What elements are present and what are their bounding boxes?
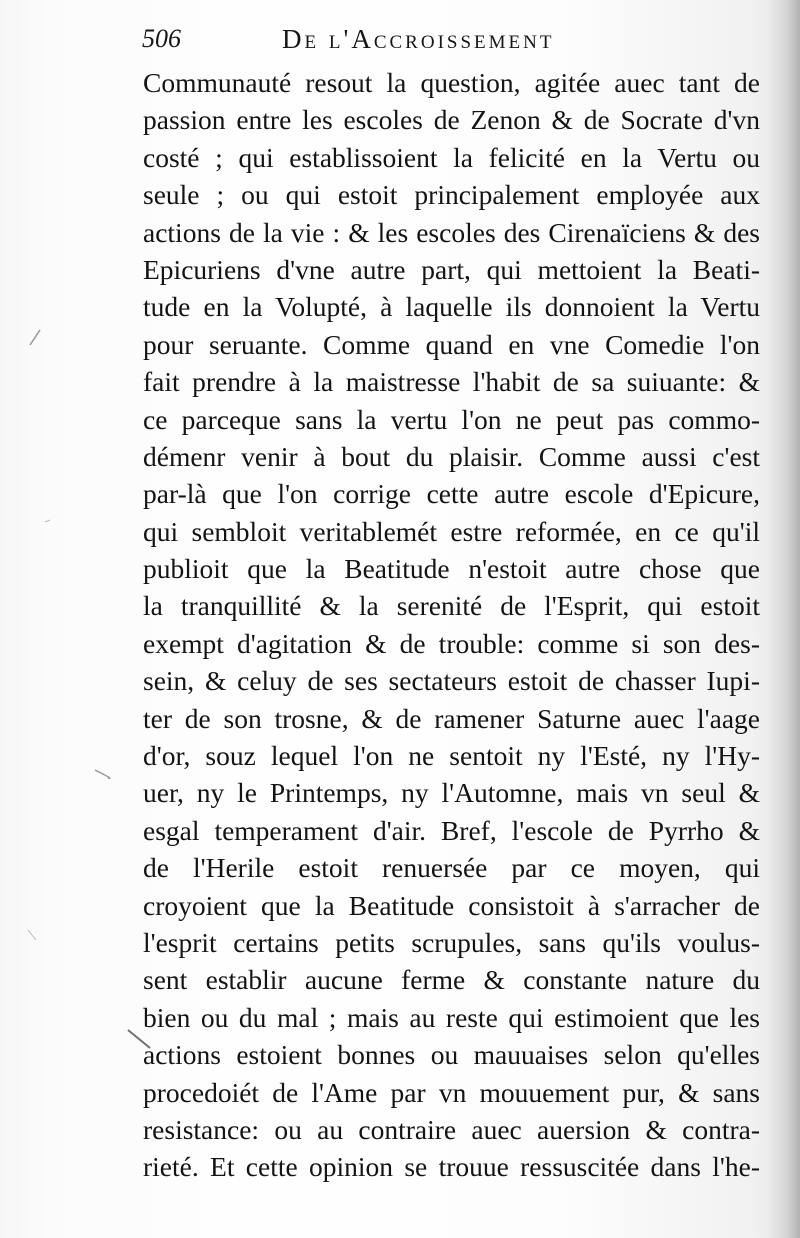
text-line: actions estoient bonnes ou mauuaises selon qu'elles (143, 1039, 760, 1071)
text-line: rieté. Et cette opinion se trouue ressuscitée dans l'he- (143, 1151, 760, 1183)
margin-stroke (28, 930, 36, 940)
text-line: sein, & celuy de ses sectateurs estoit de chasser Iupi- (143, 665, 760, 697)
text-line: seule ; ou qui estoit principalement employée aux (143, 179, 760, 211)
text-line: Communauté resout la question, agitée auec tant de (143, 67, 760, 98)
text-line: resistance: ou au contraire auec auersion & contra- (143, 1113, 760, 1145)
text-line: sent establir aucune ferme & constante nature du (143, 964, 760, 996)
body-text (143, 64, 760, 1186)
text-line: ce parceque sans la vertu l'on ne peut pas commo- (143, 403, 760, 435)
text-line: par-là que l'on corrige cette autre escole d'Epicure, (143, 478, 760, 510)
text-line: passion entre les escoles de Zenon & de Socrate d'vn (143, 104, 760, 136)
text-line: actions de la vie : & les escoles des Cirenaïciens & des (143, 216, 760, 248)
margin-stroke (45, 520, 50, 522)
text-line: exempt d'agitation & de trouble: comme si son des- (143, 627, 760, 659)
text-line: qui sembloit veritablemét estre reformée, en ce qu'il (143, 515, 760, 547)
text-line: fait prendre à la maistresse l'habit de sa suiuante: & (143, 366, 760, 398)
page-header (142, 18, 762, 62)
text-line: costé ; qui establissoient la felicité en la Vertu ou (143, 141, 760, 173)
text-line: pour seruante. Comme quand en vne Comedie l'on (143, 328, 760, 360)
page-number: 506 (142, 24, 181, 53)
text-line: de l'Herile estoit renuersée par ce moyen, qui (143, 852, 760, 884)
text-line: procedoiét de l'Ame par vn mouuement pur, & sans (143, 1076, 760, 1108)
text-line: publioit que la Beatitude n'estoit autre chose que (143, 553, 760, 585)
text-line: la tranquillité & la serenité de l'Esprit, qui estoit (143, 590, 760, 622)
text-line: l'esprit certains petits scrupules, sans qu'ils voulus- (143, 926, 760, 958)
text-line: esgal temperament d'air. Bref, l'escole de Pyrrho & (143, 814, 760, 846)
running-title: De l'Accroissement (282, 24, 555, 54)
text-line: Epicuriens d'vne autre part, qui mettoient la Beati- (143, 253, 760, 285)
page-gutter-shadow (766, 0, 800, 1238)
text-line: ter de son trosne, & de ramener Saturne auec l'aage (143, 702, 760, 734)
margin-stroke (30, 330, 40, 345)
text-line: uer, ny le Printemps, ny l'Automne, mais vn seul & (143, 777, 760, 809)
text-line: bien ou du mal ; mais au reste qui estimoient que les (143, 1001, 760, 1033)
text-line: d'or, souz lequel l'on ne sentoit ny l'Esté, ny l'Hy- (143, 740, 760, 772)
text-line: croyoient que la Beatitude consistoit à s'arracher de (143, 889, 760, 921)
margin-stroke (95, 770, 110, 778)
text-line: tude en la Volupté, à laquelle ils donnoient la Vertu (143, 291, 760, 323)
text-line: démenr venir à bout du plaisir. Comme aussi c'est (143, 440, 760, 472)
